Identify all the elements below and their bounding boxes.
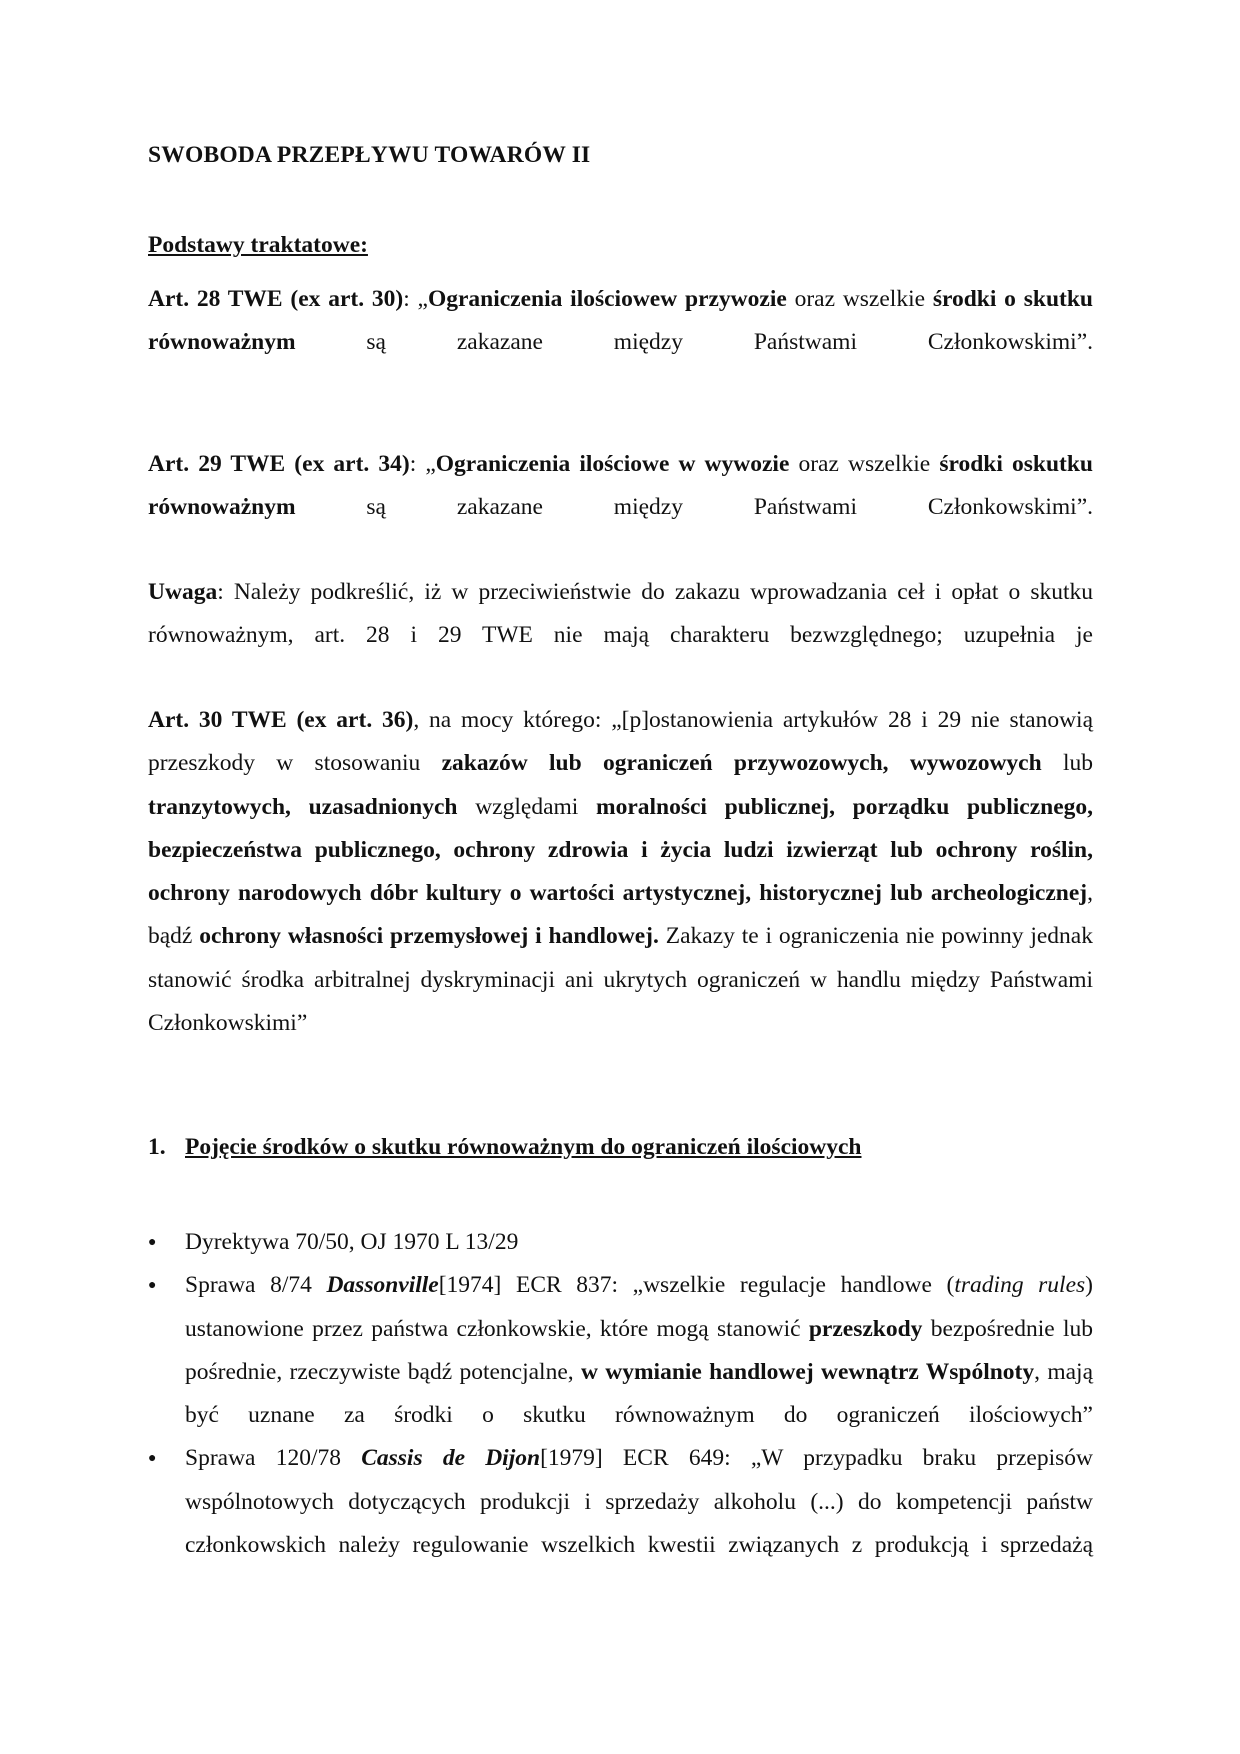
- article-reference: Art. 29 TWE (ex art. 34): [148, 451, 410, 477]
- bullet-icon: ●: [148, 1451, 157, 1467]
- list-item: ● Dyrektywa 70/50, OJ 1970 L 13/29: [148, 1221, 1093, 1264]
- section-number: 1.: [148, 1134, 166, 1160]
- document-title: SWOBODA PRZEPŁYWU TOWARÓW II: [148, 142, 591, 168]
- bullet-icon: ●: [148, 1235, 157, 1250]
- paragraph-art30: Art. 30 TWE (ex art. 36), na mocy którego: „[p]ostanowienia artykułów 28 i 29 nie stanowią przeszkody w stosowaniu zakazów lub ograniczeń przywozowych, wywozowych lub tranzytowych, uzasadnionych względami moralności publicznej, porządku publicznego, bezpieczeństwa publicznego, ochrony zdrowia i życia ludzi izwierząt lub ochrony roślin, ochrony narodowych dóbr kultury o wartości artystycznej, historycznej lub archeologicznej, bądź ochrony własności przemysłowej i handlowej. Zakazy te i ograniczenia nie powinny jednak stanowić środka arbitralnej dyskryminacji ani ukrytych ograniczeń w handlu między Państwami Członkowskimi”: [148, 707, 1094, 1037]
- case-name: Cassis de Dijon: [361, 1445, 541, 1472]
- bullet-list: [148, 1221, 1093, 1567]
- paragraph-note: Uwaga: Należy podkreślić, iż w przeciwieństwie do zakazu wprowadzania ceł i opłat o skutku równoważnym, art. 28 i 29 TWE nie mają charakteru bezwzględnego; uzupełnia je: [148, 579, 1093, 649]
- paragraph-art29: Art. 29 TWE (ex art. 34): „Ograniczenia ilościowe w wywozie oraz wszelkie środki oskutku równoważnym są zakazane między Państwami Członkowskimi”.: [148, 451, 1093, 521]
- section-subheading: Podstawy traktatowe:: [148, 232, 368, 258]
- bullet-icon: ●: [148, 1278, 157, 1294]
- case-name: Dassonville: [326, 1272, 439, 1299]
- list-item: ● Sprawa 8/74 Dassonville[1974] ECR 837: „wszelkie regulacje handlowe (trading rules) ustanowione przez państwa członkowskie, które mogą stanowić przeszkody bezpośrednie lub pośrednie, rzeczywiste bądź potencjalne, w wymianie handlowej wewnątrz Wspólnoty, mają być uznane za środki o skutku równoważnym do ograniczeń ilościowych”: [148, 1264, 1093, 1437]
- section-title: Pojęcie środków o skutku równoważnym do ograniczeń ilościowych: [185, 1134, 862, 1160]
- article-reference: Art. 30 TWE (ex art. 36): [148, 707, 414, 733]
- note-label: Uwaga: [148, 579, 218, 605]
- article-reference: Art. 28 TWE (ex art. 30): [148, 286, 404, 312]
- list-item: ● Sprawa 120/78 Cassis de Dijon[1979] ECR 649: „W przypadku braku przepisów wspólnotowych dotyczących produkcji i sprzedaży alkoholu (...) do kompetencji państw członkowskich należy regulowanie wszelkich kwestii związanych z produkcją i sprzedażą: [148, 1437, 1093, 1567]
- paragraph-art28: Art. 28 TWE (ex art. 30): „Ograniczenia ilościowew przywozie oraz wszelkie środki o skutku równoważnym są zakazane między Państwami Członkowskimi”.: [148, 286, 1093, 356]
- section-heading: [148, 1134, 862, 1161]
